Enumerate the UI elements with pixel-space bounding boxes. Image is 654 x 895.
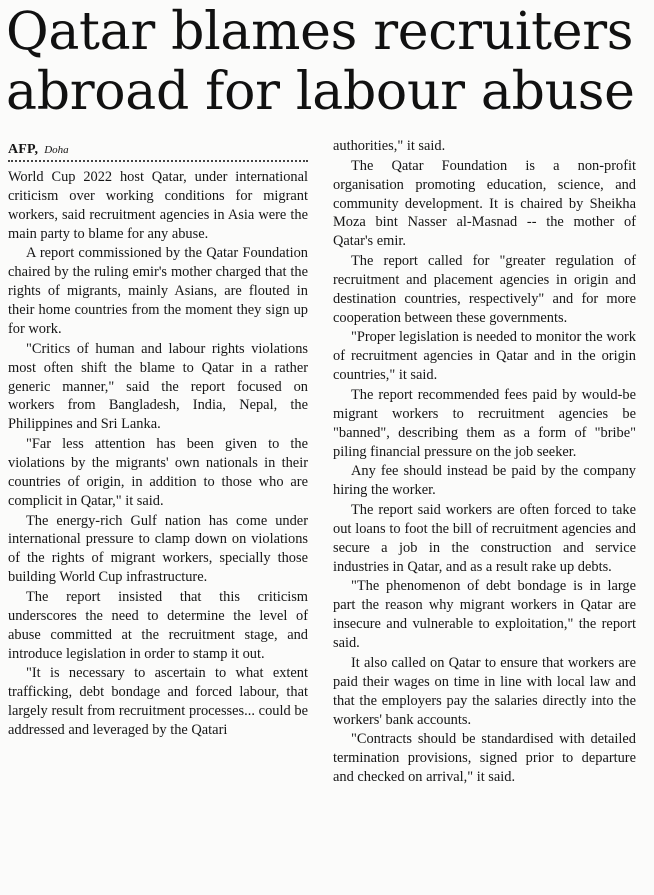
paragraph: "It is necessary to ascertain to what extent trafficking, debt bondage and forced labour, that largely result from recruitment processes... could be addressed and leveraged by the Qatari [8,665,308,739]
paragraph: It also called on Qatar to ensure that workers are paid their wages on time in line with local law and that the employers pay the salaries directly into the workers' bank accounts. [333,654,636,728]
headline [6,2,651,122]
paragraph: The energy-rich Gulf nation has come under international pressure to clamp down on violations of the rights of migrant workers, specially those building World Cup infrastructure. [8,512,308,586]
paragraph: The report said workers are often forced to take out loans to foot the bill of recruitment agencies and secure a job in the construction and service industries in Qatar, and as a result rake up debts. [333,502,636,575]
paragraph: "Contracts should be standardised with detailed termination provisions, signed prior to departure and checked on arrival," it said. [333,731,636,786]
right-column [333,137,636,788]
left-column [8,138,308,741]
headline-line-1: Qatar blames recruiters [6,2,634,62]
paragraph: The Qatar Foundation is a non-profit organisation promoting education, science, and community development. It is chaired by Sheikha Moza bint Nasser al-Masnad -- the mother of Qatar's emir. [333,157,636,250]
paragraph: The report recommended fees paid by would-be migrant workers to recruitment agencies be "banned", describing them as a form of "bribe" piling financial pressure on the job seeker. [333,386,636,460]
byline-place: Doha [44,144,69,156]
paragraph: World Cup 2022 host Qatar, under international criticism over working conditions for migrant workers, said recruitment agencies in Asia were the main party to blame for any abuse. [8,169,308,242]
paragraph: "Far less attention has been given to the violations by the migrants' own nationals in their countries of origin, in addition to those who are complicit in Qatar," it said. [8,436,308,509]
paragraph: The report called for "greater regulation of recruitment and placement agencies in origin and destination countries, respectively" and for more cooperation between these governments. [333,253,636,326]
paragraph: The report insisted that this criticism underscores the need to determine the level of abuse committed at the recruitment stage, and introduce legislation in order to stamp it out. [8,588,308,662]
paragraph: authorities," it said. [333,138,446,154]
paragraph: "Critics of human and labour rights violations most often shift the blame to Qatar in a rather generic manner," said the report focused on workers from Bangladesh, India, Nepal, the Philippines and Sri Lanka. [8,340,308,433]
paragraph: "Proper legislation is needed to monitor the work of recruitment agencies in Qatar and in the origin countries," it said. [333,329,636,384]
paragraph: A report commissioned by the Qatar Foundation chaired by the ruling emir's mother charged that the rights of migrants, mainly Asians, are flouted in their home countries from the moment they sign up for work. [8,245,308,338]
paragraph: "The phenomenon of debt bondage is in large part the reason why migrant workers in Qatar are insecure and vulnerable to exploitation," the report said. [333,578,636,652]
paragraph: Any fee should instead be paid by the company hiring the worker. [333,463,636,499]
byline [8,138,308,162]
headline-line-2: abroad for labour abuse [6,62,635,122]
byline-agency: AFP, [8,142,39,157]
